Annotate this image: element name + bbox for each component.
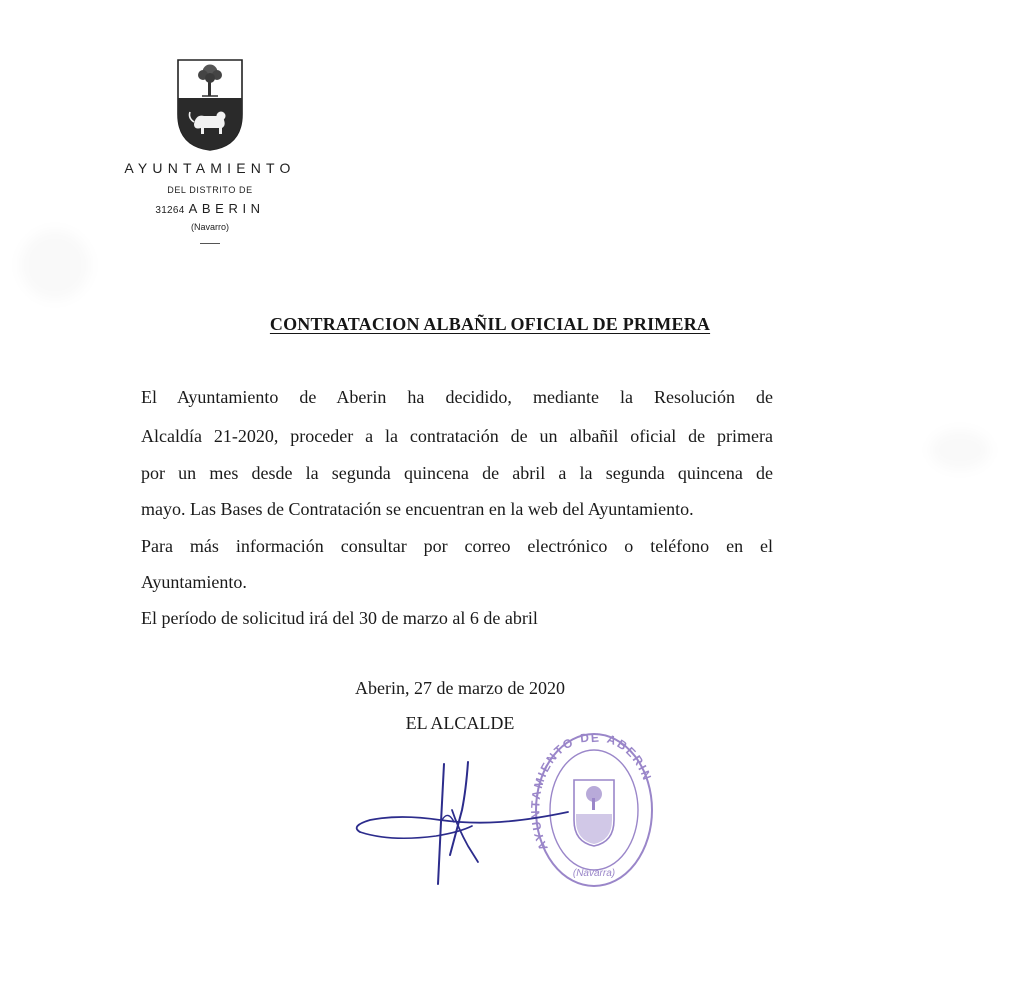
postal-code: 31264 <box>155 205 185 216</box>
org-region: (Navarro) <box>190 222 229 232</box>
stamp-ring-text: AYUNTAMIENTO DE ABERIN <box>528 730 655 853</box>
document-title: CONTRATACION ALBAÑIL OFICIAL DE PRIMERA <box>269 314 711 334</box>
org-name: AYUNTAMIENTO <box>124 160 296 176</box>
letterhead-rule <box>200 243 220 244</box>
stamp-bottom-text: (Navarra) <box>572 868 616 879</box>
org-town-row <box>110 200 310 218</box>
body-line: Para más información consultar por correo electrónico o teléfono en el <box>141 536 773 556</box>
closing-date: Aberin, 27 de marzo de 2020 <box>355 678 565 698</box>
body-line: Alcaldía 21-2020, proceder a la contratación de un albañil oficial de primera <box>141 426 773 446</box>
closing-role: EL ALCALDE <box>405 713 515 733</box>
body-line: El período de solicitud irá del 30 de marzo al 6 de abril <box>141 608 538 628</box>
body-line: Ayuntamiento. <box>141 572 247 592</box>
town-name: ABERIN <box>188 201 265 216</box>
org-subtitle: DEL DISTRITO DE <box>167 185 253 195</box>
body-line: El Ayuntamiento de Aberin ha decidido, mediante la Resolución de <box>141 387 773 407</box>
scan-smudge <box>930 430 990 470</box>
coat-of-arms-tree-lion-icon <box>176 58 244 152</box>
handwritten-signature-icon <box>340 750 580 895</box>
body-line: por un mes desde la segunda quincena de abril a la segunda quincena de <box>141 463 773 483</box>
scan-smudge <box>20 230 90 300</box>
body-line: mayo. Las Bases de Contratación se encuentran en la web del Ayuntamiento. <box>141 499 694 519</box>
